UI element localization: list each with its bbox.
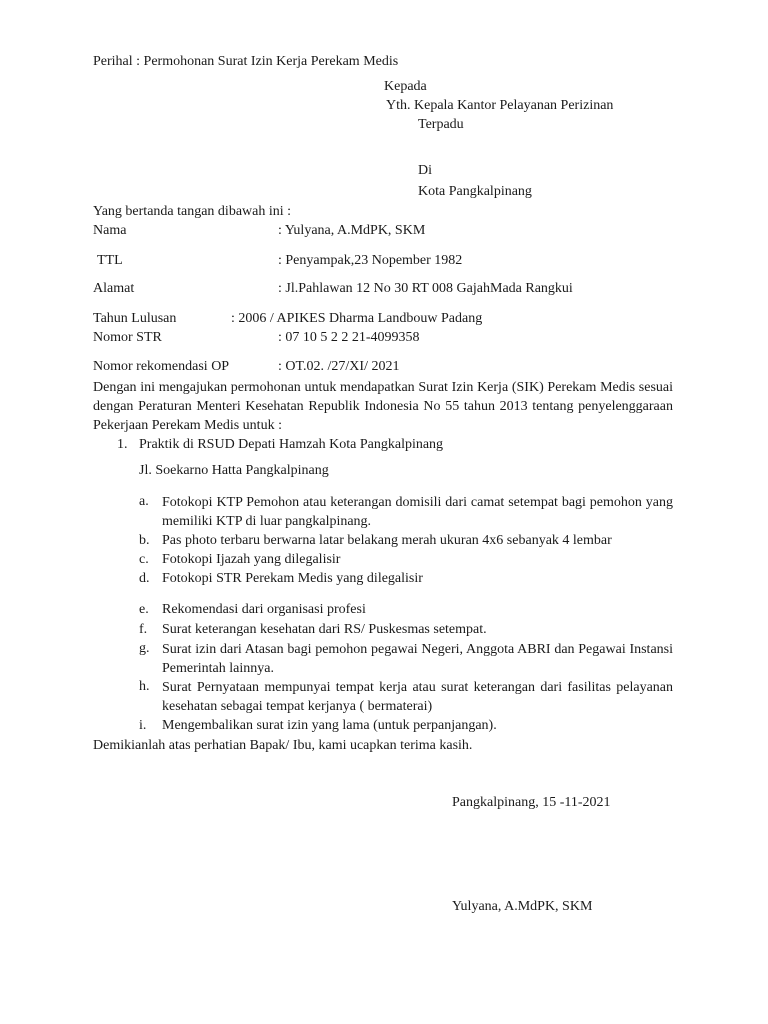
- closing-line: Demikianlah atas perhatian Bapak/ Ibu, kami ucapkan terima kasih.: [93, 738, 473, 753]
- ttl-value: : Penyampak,23 Nopember 1982: [278, 253, 463, 268]
- op-label: Nomor rekomendasi OP: [93, 359, 230, 374]
- numbered-address: Jl. Soekarno Hatta Pangkalpinang: [139, 463, 329, 478]
- list-item-e: Rekomendasi dari organisasi profesi: [162, 602, 366, 617]
- alamat-value: : Jl.Pahlawan 12 No 30 RT 008 GajahMada Rangkui: [278, 281, 573, 296]
- list-item-b-marker: b.: [139, 533, 150, 548]
- list-item-d-marker: d.: [139, 571, 150, 586]
- str-label: Nomor STR: [93, 330, 162, 345]
- list-item-i: Mengembalikan surat izin yang lama (untuk perpanjangan).: [162, 718, 497, 733]
- nama-label: Nama: [93, 223, 127, 238]
- signature-name: Yulyana, A.MdPK, SKM: [452, 899, 593, 914]
- list-item-b: Pas photo terbaru berwarna latar belakang merah ukuran 4x6 sebanyak 4 lembar: [162, 533, 612, 548]
- list-item-a-marker: a.: [139, 494, 149, 509]
- list-item-e-marker: e.: [139, 602, 149, 617]
- place-date: Pangkalpinang, 15 -11-2021: [452, 795, 611, 810]
- recipient-yth-line1: Yth. Kepala Kantor Pelayanan Perizinan: [386, 98, 614, 113]
- recipient-kepada: Kepada: [384, 79, 427, 94]
- subject-line: Perihal : Permohonan Surat Izin Kerja Perekam Medis: [93, 54, 399, 69]
- list-item-i-marker: i.: [139, 718, 147, 733]
- tahun-label: Tahun Lulusan: [93, 311, 177, 326]
- list-item-d: Fotokopi STR Perekam Medis yang dilegalisir: [162, 571, 423, 586]
- request-paragraph: Dengan ini mengajukan permohonan untuk mendapatkan Surat Izin Kerja (SIK) Perekam Medis sesuai dengan Peraturan Menteri Kesehatan Republik Indonesia No 55 tahun 2013 tentang penyelenggaraan Pekerjaan Perekam Medis untuk :: [93, 380, 673, 433]
- list-item-f-marker: f.: [139, 622, 148, 637]
- list-item-a: Fotokopi KTP Pemohon atau keterangan domisili dari camat setempat bagi pemohon yang memiliki KTP di luar pangkalpinang.: [162, 495, 673, 529]
- nama-value: : Yulyana, A.MdPK, SKM: [278, 223, 426, 238]
- list-item-g: Surat izin dari Atasan bagi pemohon pegawai Negeri, Anggota ABRI dan Pegawai Instansi Pemerintah lainnya.: [162, 642, 673, 676]
- str-value: : 07 10 5 2 2 21-4099358: [278, 330, 420, 345]
- list-item-h-marker: h.: [139, 679, 150, 694]
- list-item-f: Surat keterangan kesehatan dari RS/ Puskesmas setempat.: [162, 622, 487, 637]
- recipient-yth-line2: Terpadu: [418, 117, 464, 132]
- ttl-label: TTL: [97, 253, 123, 268]
- list-item-g-marker: g.: [139, 641, 150, 656]
- list-item-c-marker: c.: [139, 552, 149, 567]
- recipient-di: Di: [418, 163, 432, 178]
- list-item-h: Surat Pernyataan mempunyai tempat kerja atau surat keterangan dari fasilitas pelayanan kesehatan sebagai tempat kerjanya ( bermaterai): [162, 680, 673, 714]
- op-value: : OT.02. /27/XI/ 2021: [278, 359, 400, 374]
- numbered-marker: 1.: [117, 437, 128, 452]
- list-item-c: Fotokopi Ijazah yang dilegalisir: [162, 552, 341, 567]
- intro-line: Yang bertanda tangan dibawah ini :: [93, 204, 292, 219]
- alamat-label: Alamat: [93, 281, 135, 296]
- numbered-text: Praktik di RSUD Depati Hamzah Kota Pangkalpinang: [139, 437, 444, 452]
- recipient-city: Kota Pangkalpinang: [418, 184, 532, 199]
- tahun-value: : 2006 / APIKES Dharma Landbouw Padang: [231, 311, 483, 326]
